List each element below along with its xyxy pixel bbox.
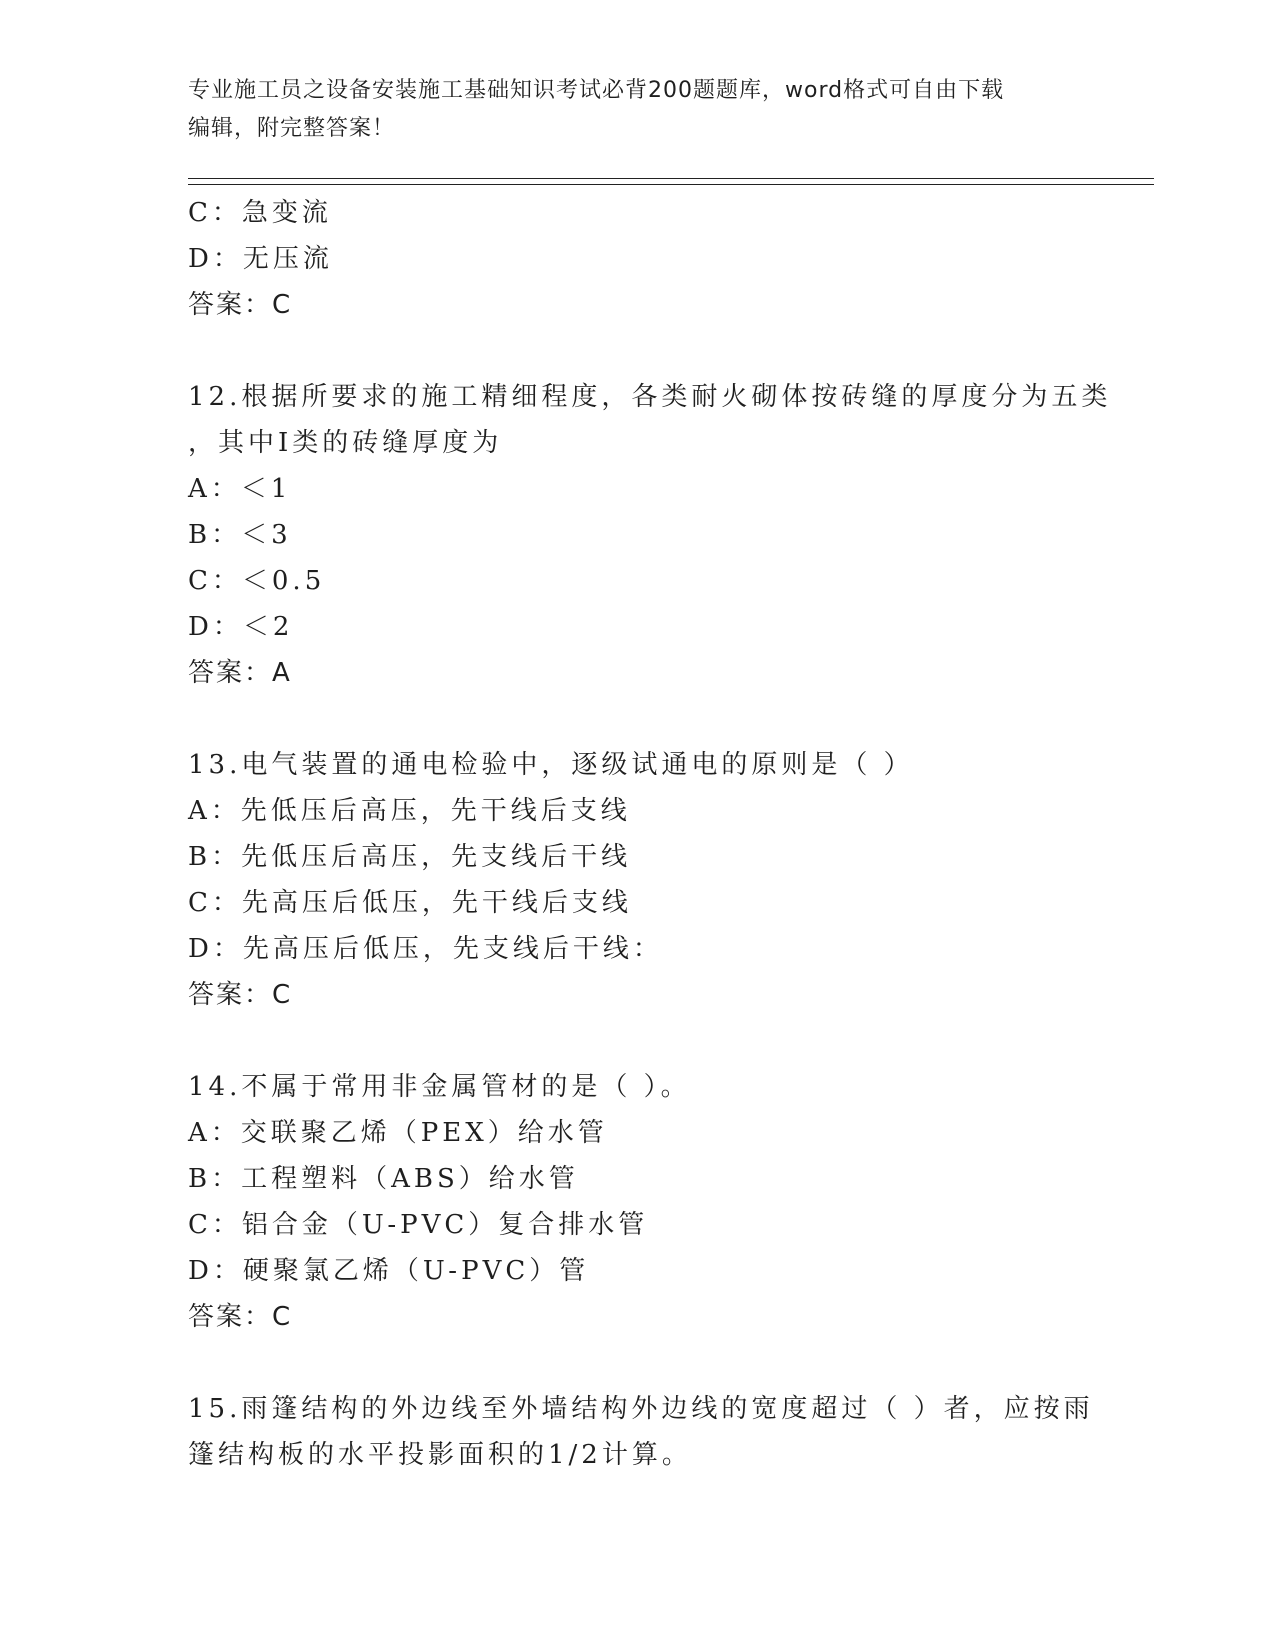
question-stem: 12.根据所要求的施工精细程度，各类耐火砌体按砖缝的厚度分为五类 — [188, 382, 1112, 412]
question-stem-cont: 篷结构板的水平投影面积的1/2计算。 — [188, 1440, 692, 1470]
answer: 答案：C — [188, 980, 293, 1010]
question-list — [188, 190, 1112, 1478]
question-14 — [188, 1064, 1088, 1340]
option-d: D：硬聚氯乙烯（U-PVC）管 — [188, 1256, 590, 1286]
option-d: D：先高压后低压，先支线后干线： — [188, 934, 663, 964]
spacer — [188, 696, 1088, 742]
spacer — [188, 1018, 1088, 1064]
question-stem: 15.雨篷结构的外边线至外墙结构外边线的宽度超过（ ）者，应按雨 — [188, 1394, 1094, 1424]
answer: 答案：C — [188, 290, 293, 320]
answer: 答案：C — [188, 1302, 293, 1332]
option-c: C：＜0.5 — [188, 566, 326, 596]
question-stem-cont: ，其中Ⅰ类的砖缝厚度为 — [188, 428, 503, 458]
option-c: C：急变流 — [188, 198, 332, 228]
spacer — [188, 1340, 1088, 1386]
question-11-tail — [188, 190, 1088, 328]
question-stem: 14.不属于常用非金属管材的是（ ）。 — [188, 1072, 691, 1102]
header-divider-bottom — [188, 184, 1154, 185]
option-b: B：工程塑料（ABS）给水管 — [188, 1164, 579, 1194]
option-c: C：铝合金（U-PVC）复合排水管 — [188, 1210, 649, 1240]
option-d: D：无压流 — [188, 244, 333, 274]
option-d: D：＜2 — [188, 612, 294, 642]
question-stem: 13.电气装置的通电检验中，逐级试通电的原则是（ ） — [188, 750, 914, 780]
header-divider-top — [188, 178, 1154, 179]
option-c: C：先高压后低压，先干线后支线 — [188, 888, 632, 918]
document-header — [188, 72, 1068, 148]
question-13 — [188, 742, 1088, 1018]
option-a: A：交联聚乙烯（PEX）给水管 — [188, 1118, 608, 1148]
option-a: A：＜1 — [188, 474, 292, 504]
option-a: A：先低压后高压，先干线后支线 — [188, 796, 631, 826]
question-15 — [188, 1386, 1094, 1478]
answer: 答案：A — [188, 658, 292, 688]
header-line-2: 编辑，附完整答案！ — [188, 116, 396, 141]
option-b: B：＜3 — [188, 520, 292, 550]
question-12 — [188, 374, 1112, 696]
spacer — [188, 328, 1088, 374]
option-b: B：先低压后高压，先支线后干线 — [188, 842, 632, 872]
header-line-1: 专业施工员之设备安装施工基础知识考试必背200题题库，word格式可自由下载 — [188, 78, 1005, 103]
